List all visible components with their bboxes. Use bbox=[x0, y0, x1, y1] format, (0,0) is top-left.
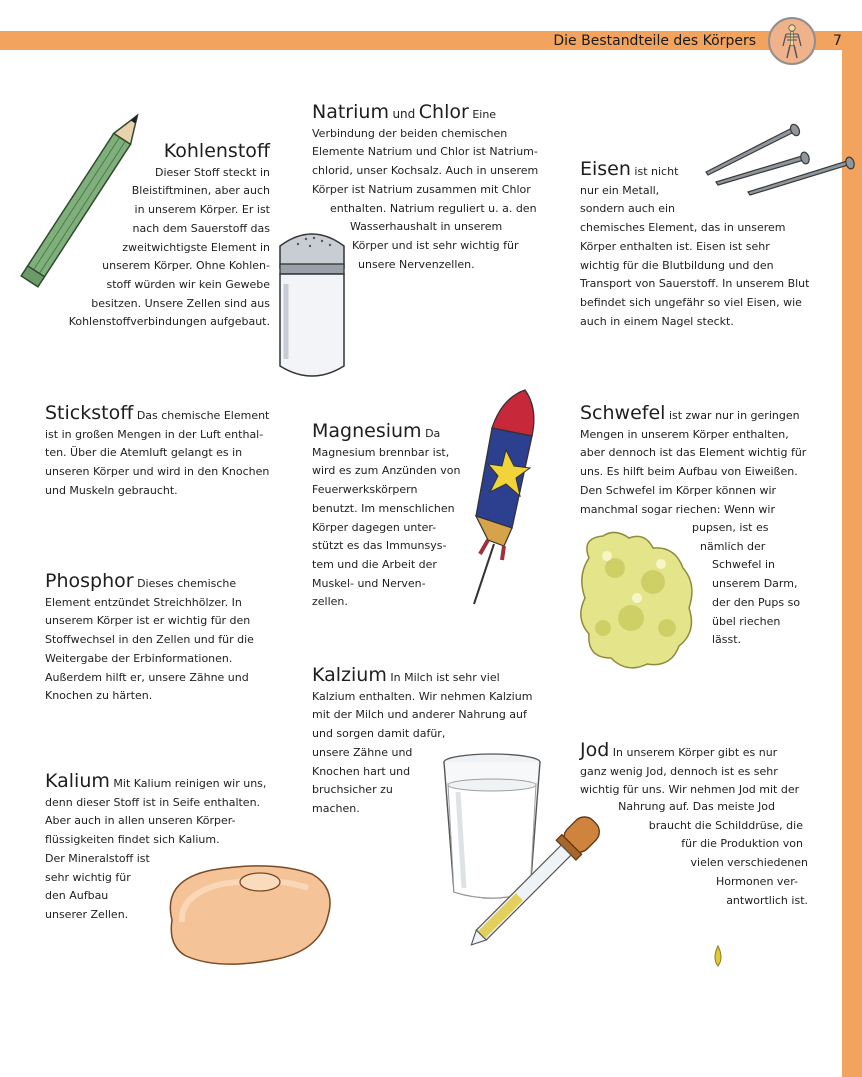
lead-text: Mit Kalium reinigen wir uns, bbox=[113, 777, 267, 790]
text-line: vielen verschiedenen bbox=[690, 856, 808, 870]
text-line: in unserem Körper. Er ist bbox=[134, 203, 270, 217]
text-line: Knochen hart und bbox=[312, 764, 411, 778]
text-line: zellen. bbox=[312, 595, 348, 609]
text-line: Muskel- und Nerven- bbox=[312, 576, 426, 590]
pencil-illustration bbox=[15, 95, 155, 285]
text-line: und Muskeln gebraucht. bbox=[45, 483, 178, 497]
lead-text: ist nicht bbox=[634, 165, 679, 178]
text-line: ist in großen Mengen in der Luft enthal- bbox=[45, 427, 264, 441]
connector-und: und bbox=[392, 107, 416, 121]
text-line: auch in einem Nagel steckt. bbox=[580, 314, 734, 328]
soap-bar-illustration bbox=[152, 860, 337, 970]
text-line: enthalten. Natrium reguliert u. a. den bbox=[330, 201, 537, 215]
heading-natrium: Natrium bbox=[312, 101, 389, 123]
text-line: Den Schwefel im Körper können wir bbox=[580, 483, 777, 497]
text-line: nämlich der bbox=[700, 539, 766, 553]
text-line: unsere Nervenzellen. bbox=[358, 257, 475, 271]
text-line: unserem Körper ist er wichtig für den bbox=[45, 614, 251, 628]
text-line: befindet sich ungefähr so viel Eisen, wie bbox=[580, 295, 802, 309]
text-line: chlorid, unser Kochsalz. Auch in unserem bbox=[312, 164, 539, 178]
text-line: Nahrung auf. Das meiste Jod bbox=[618, 800, 775, 813]
text-line: Hormonen ver- bbox=[715, 874, 798, 888]
text-line: bruchsicher zu bbox=[312, 783, 393, 797]
text-line: unseren Körper und wird in den Knochen bbox=[45, 465, 270, 479]
text-line: Knochen zu härten. bbox=[45, 689, 153, 703]
text-line: Element entzündet Streichhölzer. In bbox=[45, 595, 242, 609]
text-line: Körper und ist sehr wichtig für bbox=[352, 238, 519, 252]
text-line: für die Produktion von bbox=[681, 837, 803, 851]
text-line: unserer Zellen. bbox=[45, 907, 129, 921]
text-line: unserem Körper. Ohne Kohlen- bbox=[102, 259, 270, 273]
heading-kalium: Kalium bbox=[45, 770, 110, 792]
lead-text: Eine bbox=[472, 108, 497, 121]
text-line: braucht die Schilddrüse, die bbox=[648, 818, 803, 832]
heading-eisen: Eisen bbox=[580, 158, 631, 180]
text-line: Magnesium brennbar ist, bbox=[312, 445, 450, 459]
page-header-title: Die Bestandteile des Körpers bbox=[553, 33, 756, 49]
text-line: Körper ist Natrium zusammen mit Chlor bbox=[312, 182, 531, 196]
text-line: uns. Es hilft beim Aufbau von Eiweißen. bbox=[580, 465, 798, 479]
heading-stickstoff: Stickstoff bbox=[45, 402, 134, 424]
lead-text: In unserem Körper gibt es nur bbox=[612, 746, 778, 759]
text-line: Der Mineralstoff ist bbox=[45, 851, 150, 865]
text-line: und sorgen damit dafür, bbox=[312, 727, 446, 741]
text-line: flüssigkeiten findet sich Kalium. bbox=[45, 833, 220, 847]
heading-magnesium: Magnesium bbox=[312, 420, 422, 442]
text-line: ganz wenig Jod, dennoch ist es sehr bbox=[580, 764, 778, 778]
text-line: Kohlenstoffverbindungen aufgebaut. bbox=[68, 315, 270, 329]
section-schwefel bbox=[580, 404, 806, 519]
text-line: Mengen in unserem Körper enthalten, bbox=[580, 427, 789, 441]
lead-text: Da bbox=[425, 427, 441, 440]
text-line: pupsen, ist es bbox=[692, 521, 769, 534]
text-line: unserem Darm, bbox=[712, 577, 798, 591]
text-line: nur ein Metall, bbox=[580, 183, 660, 197]
text-line: sehr wichtig für bbox=[45, 870, 131, 884]
nails-illustration bbox=[702, 120, 857, 200]
text-line: Außerdem hilft er, unsere Zähne und bbox=[45, 670, 249, 684]
text-line: wird es zum Anzünden von bbox=[312, 464, 461, 478]
text-line: manchmal sogar riechen: Wenn wir bbox=[580, 502, 775, 516]
text-line: unsere Zähne und bbox=[312, 745, 413, 759]
text-line: übel riechen bbox=[712, 614, 781, 628]
text-line: Verbindung der beiden chemischen bbox=[312, 126, 508, 140]
heading-chlor: Chlor bbox=[418, 101, 469, 123]
firework-rocket-illustration bbox=[470, 388, 555, 608]
text-line: benutzt. Im menschlichen bbox=[312, 501, 455, 515]
section-phosphor bbox=[45, 572, 254, 706]
text-line: Dieser Stoff steckt in bbox=[155, 165, 270, 179]
salt-shaker-illustration bbox=[268, 224, 356, 386]
text-line: stoff würden wir kein Gewebe bbox=[106, 277, 270, 291]
text-line: aber dennoch ist das Element wichtig für bbox=[580, 446, 807, 460]
text-line: denn dieser Stoff ist in Seife enthalten. bbox=[45, 795, 261, 809]
text-line: wichtig für die Blutbildung und den bbox=[580, 258, 774, 272]
lead-text: Dieses chemische bbox=[137, 577, 237, 590]
text-line: Körper dagegen unter- bbox=[312, 520, 437, 534]
skeleton-icon bbox=[768, 17, 816, 65]
heading-phosphor: Phosphor bbox=[45, 570, 134, 592]
text-line: tem und die Arbeit der bbox=[312, 557, 437, 571]
section-schwefel-continued bbox=[692, 519, 800, 650]
text-line: Körper enthalten ist. Eisen ist sehr bbox=[580, 239, 770, 253]
text-line: Schwefel in bbox=[712, 558, 775, 572]
text-line: Feuerwerkskörpern bbox=[312, 483, 418, 497]
text-line: Bleistiftminen, aber auch bbox=[131, 184, 270, 198]
text-line: nach dem Sauerstoff das bbox=[132, 221, 270, 235]
heading-kalzium: Kalzium bbox=[312, 664, 387, 686]
text-line: lässt. bbox=[712, 633, 742, 647]
text-line: chemisches Element, das in unserem bbox=[580, 221, 786, 235]
text-line: machen. bbox=[312, 801, 360, 815]
section-jod bbox=[580, 741, 799, 800]
section-stickstoff bbox=[45, 404, 269, 501]
sulfur-lump-illustration bbox=[575, 528, 697, 673]
heading-kohlenstoff: Kohlenstoff bbox=[163, 140, 270, 162]
text-line: sondern auch ein bbox=[580, 202, 676, 216]
dropper-illustration bbox=[572, 814, 732, 974]
text-line: wichtig für uns. Wir nehmen Jod mit der bbox=[580, 783, 800, 797]
text-line: Kalzium enthalten. Wir nehmen Kalzium bbox=[312, 689, 533, 703]
text-line: den Aufbau bbox=[45, 889, 109, 903]
text-line: Wasserhaushalt in unserem bbox=[350, 220, 503, 234]
text-line: der den Pups so bbox=[712, 595, 801, 609]
heading-jod: Jod bbox=[580, 739, 610, 761]
text-line: Elemente Natrium und Chlor ist Natrium- bbox=[312, 145, 538, 159]
text-line: antwortlich ist. bbox=[726, 893, 808, 907]
text-line: zweitwichtigste Element in bbox=[122, 240, 270, 254]
section-magnesium bbox=[312, 422, 460, 612]
lead-text: Das chemische Element bbox=[136, 409, 270, 422]
text-line: Transport von Sauerstoff. In unserem Blut bbox=[580, 277, 810, 291]
text-line: Stoffwechsel in den Zellen und für die bbox=[45, 633, 254, 647]
text-line: besitzen. Unsere Zellen sind aus bbox=[91, 296, 270, 310]
page-number: 7 bbox=[833, 33, 842, 49]
lead-text: ist zwar nur in geringen bbox=[668, 409, 800, 422]
lead-text: In Milch ist sehr viel bbox=[390, 671, 500, 684]
text-line: mit der Milch und anderer Nahrung auf bbox=[312, 708, 527, 722]
text-line: stützt es das Immunsys- bbox=[312, 539, 447, 553]
text-line: Aber auch in allen unseren Körper- bbox=[45, 814, 236, 828]
heading-schwefel: Schwefel bbox=[580, 402, 666, 424]
text-line: ten. Über die Atemluft gelangt es in bbox=[45, 446, 243, 460]
text-line: Weitergabe der Erbinformationen. bbox=[45, 651, 233, 665]
